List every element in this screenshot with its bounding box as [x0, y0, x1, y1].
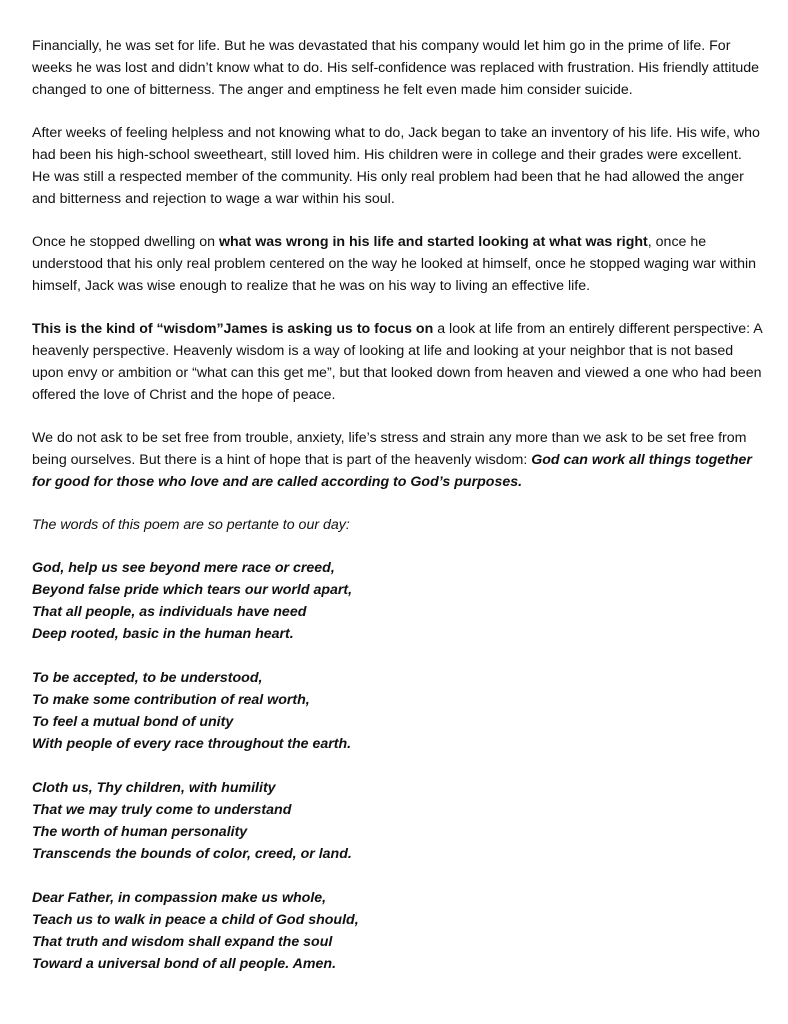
poem-stanza-4	[32, 887, 762, 975]
paragraph-5	[32, 427, 762, 493]
poem-intro-text: The words of this poem are so pertante to our day:	[32, 517, 350, 533]
paragraph-4-text: a look at life from an entirely different perspective: A heavenly perspective. Heavenly wisdom is a way of looking at life and looking at your neighbor that is not based upon envy or ambition or “what can this get me”, but that looked down from heaven and viewed a one who had been offered the love of Christ and the hope of peace.	[32, 321, 762, 403]
paragraph-5-bold-italic-text: God can work all things together for good for those who love and are called according to God’s purposes.	[32, 452, 752, 490]
paragraph-4-bold-text: This is the kind of “wisdom”James is asking us to focus on	[32, 321, 434, 337]
poem-intro	[32, 514, 762, 536]
poem-line: With people of every race throughout the earth.	[32, 736, 352, 752]
poem-stanza-1	[32, 557, 762, 645]
poem-line: Deep rooted, basic in the human heart.	[32, 626, 294, 642]
paragraph-2	[32, 122, 762, 210]
paragraph-3-text-end: , once he understood that his only real problem centered on the way he looked at himself, once he stopped waging war within himself, Jack was wise enough to realize that he was on his way to living an effective life.	[32, 234, 756, 294]
poem-line: To make some contribution of real worth,	[32, 692, 310, 708]
poem-line: God, help us see beyond mere race or creed,	[32, 560, 335, 576]
paragraph-5-text: We do not ask to be set free from trouble, anxiety, life’s stress and strain any more than we ask to be set free from being ourselves. But there is a hint of hope that is part of the heavenly wisdom:	[32, 430, 747, 468]
poem-line: Beyond false pride which tears our world apart,	[32, 582, 353, 598]
paragraph-1-text: Financially, he was set for life. But he was devastated that his company would let him go in the prime of life. For weeks he was lost and didn’t know what to do. His self-confidence was replaced with frustration. His friendly attitude changed to one of bitterness. The anger and emptiness he felt even made him consider suicide.	[32, 38, 760, 98]
document-page	[32, 35, 762, 997]
poem-line: Teach us to walk in peace a child of God should,	[32, 912, 359, 928]
poem-line: That all people, as individuals have need	[32, 604, 307, 620]
poem-line: The worth of human personality	[32, 824, 248, 840]
paragraph-3	[32, 231, 762, 297]
paragraph-2-text: After weeks of feeling helpless and not knowing what to do, Jack began to take an inventory of his life. His wife, who had been his high-school sweetheart, still loved him. His children were in college and their grades were excellent. He was still a respected member of the community. His only real problem had been that he had allowed the anger and bitterness and rejection to wage a war within his soul.	[32, 125, 760, 207]
poem-line: Toward a universal bond of all people. Amen.	[32, 956, 337, 972]
poem-line: That truth and wisdom shall expand the soul	[32, 934, 333, 950]
paragraph-3-bold-text: what was wrong in his life and started looking at what was right	[218, 234, 648, 250]
poem-line: That we may truly come to understand	[32, 802, 292, 818]
poem-stanza-3	[32, 777, 762, 865]
paragraph-4	[32, 318, 762, 406]
poem-line: Transcends the bounds of color, creed, or land.	[32, 846, 352, 862]
poem-stanza-2	[32, 667, 762, 755]
paragraph-3-text-start: Once he stopped dwelling on	[32, 234, 219, 250]
poem-line: Dear Father, in compassion make us whole,	[32, 890, 327, 906]
poem-line: To be accepted, to be understood,	[32, 670, 263, 686]
poem-line: To feel a mutual bond of unity	[32, 714, 234, 730]
paragraph-1	[32, 35, 762, 101]
poem-line: Cloth us, Thy children, with humility	[32, 780, 276, 796]
